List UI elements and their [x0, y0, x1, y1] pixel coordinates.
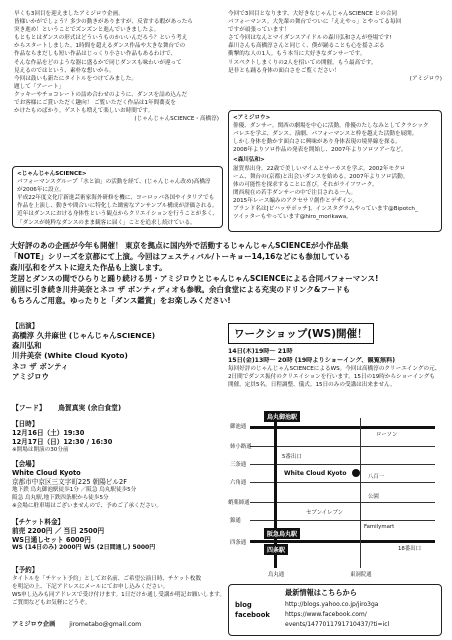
food-row: 【フード】 鳥賀真実 (余白食堂) — [12, 404, 122, 412]
facebook-link-cont[interactable]: events/1477011791710437/?ti=icl — [285, 621, 390, 628]
label-higashinotoin-dori: 東洞院通 — [350, 572, 372, 578]
label-familymart: Familymart — [364, 524, 395, 530]
org-contact: アミジロウ企画 jirometabo@gmail.com — [12, 621, 142, 628]
blog-label: blog — [235, 601, 252, 609]
street-aneyakoji — [250, 446, 435, 447]
workshop-title: ワークショップ(WS)開催！ — [228, 323, 374, 344]
venue-section: 【会場】 White Cloud Kyoto 京都市中京区三文字町225 朝陽ビル2F 地下鉄 烏丸御池駅徒歩1分 ／阪急 烏丸駅徒歩5分 阪急 烏丸駅,地下鉄四条駅から徒歩5分 ※会場に駐車場はございませんので、予めご了承ください。 — [12, 460, 163, 510]
workshop-section: ワークショップ(WS)開催！ 14日(木)19時〜 21時 15日(金)13時〜 20時 (19時よりショーイング、観覧無料) 毎回好評のじゃんじゃんSCIENCEによるWS。今回は高橋淳のクリーエイングの元、 2日間でダンス振付のクリエイションを行います。15日の19時からショーイングも 開催。定員5名。日程調整、儀式。15日のみの受講は出来ません。 — [228, 322, 444, 400]
facebook-link[interactable]: https://www.facebook.com/ — [285, 611, 367, 618]
label-white-cloud-kyoto: White Cloud Kyoto — [284, 470, 347, 477]
label-exit-18: 18番出口 — [398, 546, 422, 552]
label-exit-5: 5番出口 — [282, 454, 302, 460]
label-oike: 御池通 — [230, 424, 247, 430]
info-title: 最新情報はこちらから — [285, 588, 357, 597]
street-shijo — [250, 540, 435, 543]
label-shijo-station: 四条駅 — [264, 544, 288, 555]
venue-marker-icon — [352, 469, 360, 477]
email-link[interactable]: jirometabo@gmail.com — [69, 621, 142, 628]
street-takoyakushi — [250, 502, 435, 503]
label-takoyakushi: 蛸薬師通 — [228, 500, 250, 506]
info-box — [228, 584, 442, 636]
profile-janjan-science: <じゃんじゃんSCIENCE> パフォーマンスグループ「水と油」の活動を経て、(じゃんじゃん改め)高橋淳 が2006年に設立。 平成22年度文化庁新進芸術家海外研修を機に、ヨーロッパ各国やイタリアでも 作品を上演し、動きや間合いに特化した緻密なアンサンブル構成が評価される。 近年はダンスにおける身体性という観点からクリエイションを行うことが多く、 「ダンスが純粋なダンスのまま観客に届く」ことを追求し続けている。 — [12, 166, 223, 228]
label-seven-eleven: セブンイレブン — [306, 510, 344, 516]
label-karasuma-dori: 烏丸通 — [268, 572, 285, 578]
cast-section: 【出演】 高橋淳 久井麻世 (じゃんじゃんSCIENCE) 森川弘和 川井美奈 (White Cloud Kyoto) ネコ ザ ボンティ アミジロウ — [12, 322, 156, 381]
street-oike — [250, 426, 435, 429]
dates-section: 【日時】 12月16日（土）19:30 12月17日（日）12:30 / 16:30 ※開場は開演の30分前 — [12, 420, 113, 454]
profile-amijiro-morikawa: <アミジロウ> 俳優、ダンサー。関西の劇場を中心に活動。俳優のたしなみとしてクラシック バレエを学ぶ、ダンス、演劇、パフォーマンスと枠を越えた活動を展開。 しかし身体を動かす面白さに興味があり身体表現の境界線を探る。 2008年よりソロ作品の発表を開始し、2007年よりソロツアーなど。 <森川弘和> 滋賀県出身。22歳で美しいマイムとサーカスを学ぶ。2002年モクロ ーム、舞台の(京都)と出会いダンスを始める。2007年よりソロ活動。 体の可能性を探求することに喜び。それがライフワーク。 関西現在の若手ダンサーの中で注目される一人。 2015年レース編みのアクセサリ創作とデザイン。 ブランド名は[ビハッサポッチ]、インスタグラムやっています@Bipotch_ ツイッターもやっています@hiro_morikawa。 — [228, 110, 442, 232]
tickets-section: 【チケット料金】 前売 2200円 ／ 当日 2500円 WS日通しセット 6000円 WS (14日のみ) 2000円 WS (2日間通し) 5000円 — [12, 518, 156, 552]
street-nishiki — [250, 520, 435, 521]
label-park: 公園 — [368, 494, 379, 500]
facebook-label: facebook — [235, 611, 270, 619]
label-hankyu-karasuma-station: 阪急烏丸駅 — [264, 528, 300, 539]
label-rokkaku: 六角通 — [230, 480, 247, 486]
street-rokkaku — [250, 482, 435, 483]
venue-map — [228, 410, 442, 580]
label-shijo: 四条通 — [230, 540, 247, 546]
blog-link[interactable]: http://blogs.yahoo.co.jp/jiro3ga — [285, 601, 379, 608]
street-higashinotoin — [360, 418, 361, 568]
label-nishiki: 錦通 — [230, 518, 241, 524]
label-yaoichi: 八百一 — [368, 474, 385, 480]
label-lawson: ローソン — [376, 432, 398, 438]
reservation-section: 【予約】 タイトルを「チケット予約」としてお名前、ご希望公演日時、チケット枚数 を明記の上、下記アドレスにメールにてお申し込みください。 WS申し込みも同アドレスで受け付けます。1日だけか通し受講か明記お願いします。 ご質問などもお気軽にどうぞ。 — [12, 566, 225, 607]
label-sanjo: 三条通 — [230, 462, 247, 468]
street-sanjo — [250, 464, 435, 465]
intro-right: 今回で3回目となります、大好きなじゃんじゃんSCIENCE との合同 パフォーマンス。大先輩の舞台でついに「ええやっ」とやってる毎回 ですが頑張っています！ さて今回はなんとマイダンスアイドルの森川弘和さんが登場です! 森川さんも高橋淳さんと同じく、僕が踊ることも心を揺さぶる 衝撃的な人の1人。もう本当に大好きなダンサーです。 リスペクトしまくりの2人を招いての開催。もう最高です。 是非とも踊る身体の面白さをご覧ください！ (アミジロウ) — [228, 11, 442, 82]
label-karasuma-oike-station: 烏丸御池駅 — [264, 411, 300, 422]
label-aneyakoji: 姉小路通 — [230, 444, 252, 450]
headline: 大好評のあの企画が今年も開催！ 東京を拠点に国内外で活動するじゃんじゃんSCIENCEが小作品集 「NOTE」シリーズを京都にて上演。今回はフェスティバル/トーキョー14,16などにも参加している 森川弘和をゲストに迎えた作品も上演します。 芝居とダンスの間でひらりと踊り続ける男・アミジロウとじゃんじゃんSCIENCEによる合同パフォーマンス! 前回に引き続き川井美奈とネコ ザ ボンティディオも参戦。余白食堂による充実のドリンク&フードも もちろんご用意。ゆったりと「ダンス鑑賞」をお楽しみください! — [10, 241, 379, 305]
intro-left: 早くも3回目を迎えましたアミジロウ企画。 皆様いかがでしょう？多少の動きがありますが、反省する暇があったら 突き進め！ということでズンズンと進んでいきましたよ。 もともとはダンスの形式はどういうものかいいんだろう？という考え からスタートしました。1時間を超えるダンス作品や大きな舞台での 作品ならまだしも短い作品はじっくり小さい作品もあるわけで、 そんな作品をどのような器に盛るかで同じダンスも味わいが違って 見えるのではという、素朴な想いから。 今回は鼓いも新たにタイトルをつけてみました。 題して「アーート」 クッキーやチョコレートの詰め合わせのように、ダンスを詰め込んだ でお客様にご賞いただく趣向！ ご覧いただく作品は1年間蕎麦を かけたものばかり。ゲストも増えて楽しいお時間です。 (じゃんじゃんSCIENCE・高橋淳) — [14, 11, 219, 123]
